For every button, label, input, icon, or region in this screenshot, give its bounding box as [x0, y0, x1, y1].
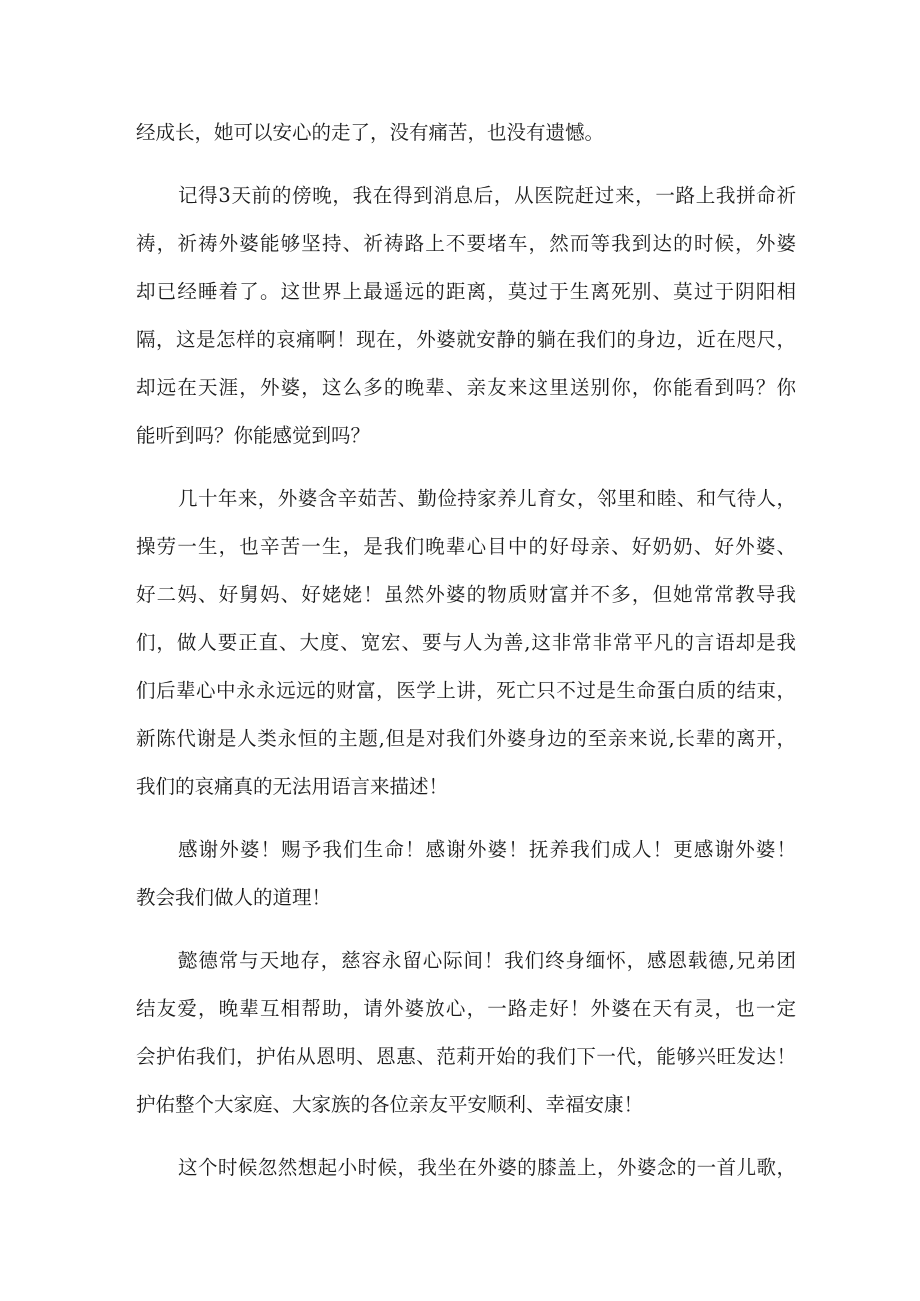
paragraph-2-line-1: 记得3天前的傍晚，我在得到消息后，从医院赶过来，一路上我拼命祈: [178, 184, 796, 207]
paragraph-5-line-3: 会护佑我们，护佑从恩明、恩惠、范莉开始的我们下一代，能够兴旺发达！: [136, 1045, 796, 1068]
paragraph-2-line-3: 却已经睡着了。这世界上最遥远的距离，莫过于生离死别、莫过于阴阳相: [136, 280, 796, 303]
paragraph-2-line-2: 祷，祈祷外婆能够坚持、祈祷路上不要堵车，然而等我到达的时候，外婆: [136, 232, 796, 255]
paragraph-4-line-2: 教会我们做人的道理！: [136, 886, 332, 909]
paragraph-5-line-4: 护佑整个大家庭、大家族的各位亲友平安顺利、幸福安康！: [136, 1093, 644, 1116]
paragraph-3-line-1: 几十年来，外婆含辛茹苦、勤俭持家养儿育女，邻里和睦、和气待人，: [178, 487, 796, 510]
paragraph-3-line-4: 们，做人要正直、大度、宽宏、要与人为善,这非常非常平凡的言语却是我: [136, 631, 796, 654]
paragraph-2-line-4: 隔，这是怎样的哀痛啊！现在，外婆就安静的躺在我们的身边，近在咫尺，: [136, 328, 796, 351]
paragraph-5-line-2: 结友爱，晚辈互相帮助，请外婆放心，一路走好！外婆在天有灵，也一定: [136, 997, 796, 1020]
paragraph-3-line-2: 操劳一生，也辛苦一生，是我们晚辈心目中的好母亲、好奶奶、好外婆、: [136, 535, 796, 558]
paragraph-5-line-1: 懿德常与天地存，慈容永留心际间！我们终身缅怀，感恩载德,兄弟团: [178, 949, 796, 972]
paragraph-3-line-7: 我们的哀痛真的无法用语言来描述！: [136, 775, 449, 798]
paragraph-3-line-5: 们后辈心中永永远远的财富，医学上讲，死亡只不过是生命蛋白质的结束，: [136, 679, 796, 702]
paragraph-4-line-1: 感谢外婆！赐予我们生命！感谢外婆！抚养我们成人！更感谢外婆！: [178, 838, 796, 861]
paragraph-6-line-1: 这个时候忽然想起小时候，我坐在外婆的膝盖上，外婆念的一首儿歌，: [178, 1156, 796, 1179]
paragraph-2-line-6: 能听到吗？你能感觉到吗？: [136, 424, 371, 447]
paragraph-3-line-6: 新陈代谢是人类永恒的主题,但是对我们外婆身边的至亲来说,长辈的离开，: [136, 727, 796, 750]
paragraph-2-line-5: 却远在天涯，外婆，这么多的晚辈、亲友来这里送别你，你能看到吗？你: [136, 376, 796, 399]
paragraph-3-line-3: 好二妈、好舅妈、好姥姥！虽然外婆的物质财富并不多，但她常常教导我: [136, 583, 796, 606]
paragraph-1-line-1: 经成长，她可以安心的走了，没有痛苦，也没有遗憾。: [136, 121, 605, 144]
